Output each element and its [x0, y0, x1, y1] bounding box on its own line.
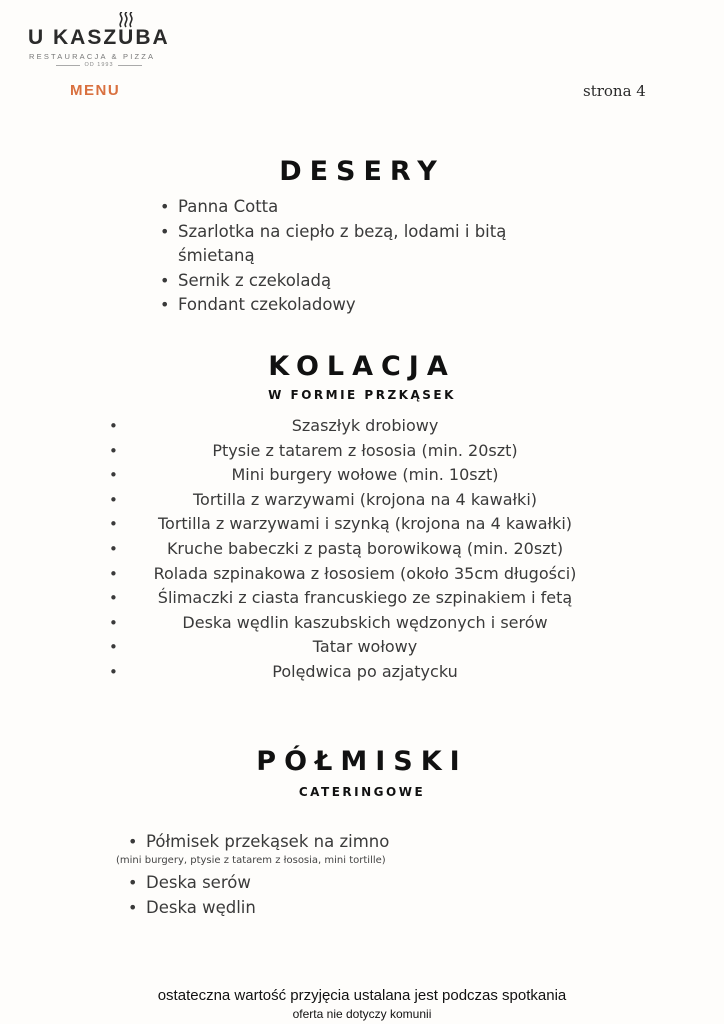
platters-list: [128, 830, 389, 855]
list-item: • Deska wędlin kaszubskich wędzonych i serów: [105, 611, 625, 636]
list-item: • Deska serów: [128, 871, 256, 896]
dinner-list: [105, 414, 625, 685]
footer-disclaimer: oferta nie dotyczy komunii: [292, 1007, 432, 1021]
platters-heading: PÓŁMISKI: [256, 746, 468, 777]
logo-wordmark: [28, 26, 178, 50]
desserts-list: [160, 195, 506, 318]
dinner-subheading: W FORMIE PRZKĄSEK: [268, 388, 456, 402]
list-item: • Rolada szpinakowa z łososiem (około 35cm długości): [105, 562, 625, 587]
restaurant-logo: [28, 14, 178, 68]
list-item: • Tortilla z warzywami (krojona na 4 kawałki): [105, 488, 625, 513]
list-item: • Fondant czekoladowy: [160, 293, 506, 318]
list-item: • Panna Cotta: [160, 195, 506, 220]
logo-tagline: RESTAURACJA & PIZZA: [29, 52, 156, 61]
list-item: • Szarlotka na ciepło z bezą, lodami i bitą: [160, 220, 506, 245]
list-item: • Tortilla z warzywami i szynką (krojona na 4 kawałki): [105, 512, 625, 537]
platter-note: (mini burgery, ptysie z tatarem z łososia, mini tortille): [116, 855, 386, 866]
logo-name: U KASZUBA: [28, 26, 170, 49]
list-item: • Szaszłyk drobiowy: [105, 414, 625, 439]
list-item: • Sernik z czekoladą: [160, 269, 506, 294]
platters-subheading: CATERINGOWE: [298, 785, 426, 799]
divider: [56, 65, 80, 66]
footer-note: ostateczna wartość przyjęcia ustalana jest podczas spotkania: [157, 987, 567, 1004]
list-item: • Ptysie z tatarem z łososia (min. 20szt): [105, 439, 625, 464]
steam-icon: [117, 12, 135, 28]
list-item: • Tatar wołowy: [105, 635, 625, 660]
desserts-heading: DESERY: [279, 156, 445, 187]
dinner-heading: KOLACJA: [268, 351, 456, 382]
list-item: • Polędwica po azjatycku: [105, 660, 625, 685]
menu-label: MENU: [70, 82, 121, 99]
list-item: • Mini burgery wołowe (min. 10szt): [105, 463, 625, 488]
list-item: • Półmisek przekąsek na zimno: [128, 830, 389, 855]
list-item: • Ślimaczki z ciasta francuskiego ze szpinakiem i fetą: [105, 586, 625, 611]
list-item-text: śmietaną: [178, 246, 255, 265]
list-item-continuation: [160, 244, 506, 269]
page-number: strona 4: [583, 82, 646, 100]
list-item: • Kruche babeczki z pastą borowikową (min. 20szt): [105, 537, 625, 562]
platters-list-continued: [128, 871, 256, 920]
list-item: • Deska wędlin: [128, 896, 256, 921]
logo-since: [28, 62, 170, 68]
divider: [118, 65, 142, 66]
logo-since-text: OD 1993: [84, 62, 114, 68]
